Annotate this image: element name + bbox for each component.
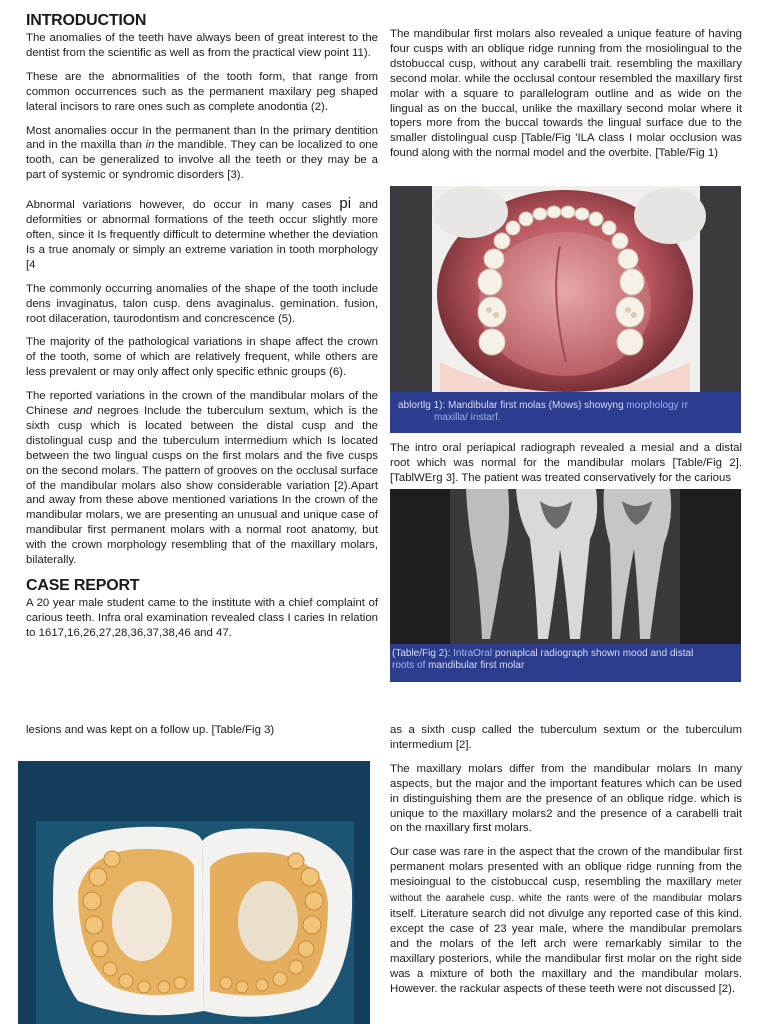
intro-paragraph-7: The reported variations in the crown of the mandibular molars of the Chinese and negroes Include the tuberculum sextum, which is the sixth cusp which is located between the distal cusp and the distolingual cusp and the tuberculum intermedium which Is located between the two lingual cusps on the first molars and the five cusps on the second molars. The pattern of grooves on the occlusal surface of the mandibular molars also show considerable variation [2).Apart and away from these above mentioned variations In the crown of the mandibular molars, we are presenting an unusual and unique case of mandibular first permanent molars with a normal root anatomy, but with the crown morphology resembling that of the maxillary molars, bilaterally.: [26, 390, 378, 567]
intro-paragraph-6: The majority of the pathological variations in shape affect the crown of the tooth, some of which are relatively frequent, while others are less prevalent or may only affect only specific ethnic groups (6).: [26, 336, 378, 379]
follow-up-paragraph: lesions and was kept on a follow up. [Table/Fig 3): [26, 724, 275, 736]
case-report-paragraph: A 20 year male student came to the institute with a chief complaint of carious teeth. Infra oral examination revealed class I caries In relation to 1617,16,26,27,28,36,37,38,46 and 47.: [26, 597, 378, 639]
figure-1-caption: ablortlg 1): Mandibular first molas (Mows) showyng morphology rr maxilla/ instarf.: [390, 392, 741, 433]
right-column: [390, 27, 742, 170]
bottom-left-text: [26, 723, 378, 747]
figure-1-intraoral-photo: [390, 186, 741, 433]
intro-paragraph-1: The anomalies of the teeth have always been of great interest to the dentist from the scientific as well as from the practical view point 11).: [26, 32, 378, 59]
radiograph-paragraph: The intro oral periapical radiograph revealed a mesial and a distal root which was normal for the mandibular molars [Table/Fig 2]. [TablWErg 3]. The patient was treated conservatively for the carious: [390, 442, 742, 484]
intro-paragraph-4: Abnormal variations however, do occur in many cases pi and deformities or abnormal formations of the teeth occur slightly more often, since it Is frequently difficult to determine whether the deviation Is a true anomaly or simply an extreme variation in tooth morphology [4: [26, 195, 379, 271]
intro-paragraph-2: These are the abnormalities of the tooth form, that range from common occurrences such as the permanent maxilary peg shaped lateral incisors to rare ones such as complete anodontia (2).: [26, 70, 378, 113]
dental-casts-photo: [18, 761, 370, 1024]
discussion-paragraph-2: The maxillary molars differ from the mandibular molars In many aspects, but the major and the important features which can be used in distinguishing them are the presence of an oblique ridge. which is unique to the maxillary molars2 and the presence of a carabelli trait on the maxillary first molars.: [390, 762, 742, 835]
discussion-paragraph-3: Our case was rare in the aspect that the crown of the mandibular first permanent molars presented with an oblique ridge running from the mesioingual to the cistobuccal cusp, resembling the maxillary meter without the aarahele cusp. white the rants were of the mandibular molars itself. Literature search did not divulge any reported case of this kind. except the case of 23 year male, where the mandibular premolars and the molars of the left arch were remarkably similar to the maxillary posteriors, while the mandibular first molar on the right side was a mixture of both the maxillary and the mandibular molars. However. the rackular aspects of these teeth were not discussed [2).: [390, 846, 742, 995]
case-paragraph-cusps: The mandibular first molars also revealed a unique feature of having four cusps with an oblique ridge running from the mosiolingual to the dstobuccal cusp, without any carabelli trait. resembling the maxillary second molar. while the occlusal contour resembled the maxillary first molar with a square to parallelogram outline and as wide on the lingual as on the buccal, unlike the maxillary second molar where it topers more from the buccal towards the lingual surface due to the smaller distolingual cusp [Table/Fig 'ILA class I molar occlusion was found along with the normal model and the overbite. [Table/Fig 1): [390, 28, 742, 160]
intro-heading: INTRODUCTION: [26, 12, 147, 29]
intro-paragraph-5: The commonly occurring anomalies of the shape of the tooth include dens invaginatus, talon cusp. dens avaginalus. gemination. fusion, root dilaceration, taurodontism and concrescence (5).: [26, 282, 378, 325]
intro-paragraph-3: Most anomalies occur In the permanent than In the primary dentition and in the maxilla than in the mandible. They can be localized to one tooth, can be generalized to involve all the teeth or they may be a part of systemic or syndromic disorders [3).: [26, 124, 378, 182]
periapical-radiograph-image: [390, 489, 741, 644]
bottom-right-text: [390, 723, 742, 1005]
discussion-paragraph-1: as a sixth cusp called the tuberculum sextum or the tuberculum intermedium [2].: [390, 724, 742, 751]
figure-2-radiograph: [390, 489, 741, 682]
left-column: [26, 12, 378, 650]
figure-2-caption: (Table/Fig 2): IntraOral ponaplcal radiograph shown mood and distal roots of mandibular first molar: [390, 644, 741, 682]
figure-3-dental-casts: [18, 761, 370, 1024]
radiograph-text: [390, 441, 742, 495]
mandibular-arch-photo: [390, 186, 741, 392]
case-report-heading: CASE REPORT: [26, 577, 140, 594]
